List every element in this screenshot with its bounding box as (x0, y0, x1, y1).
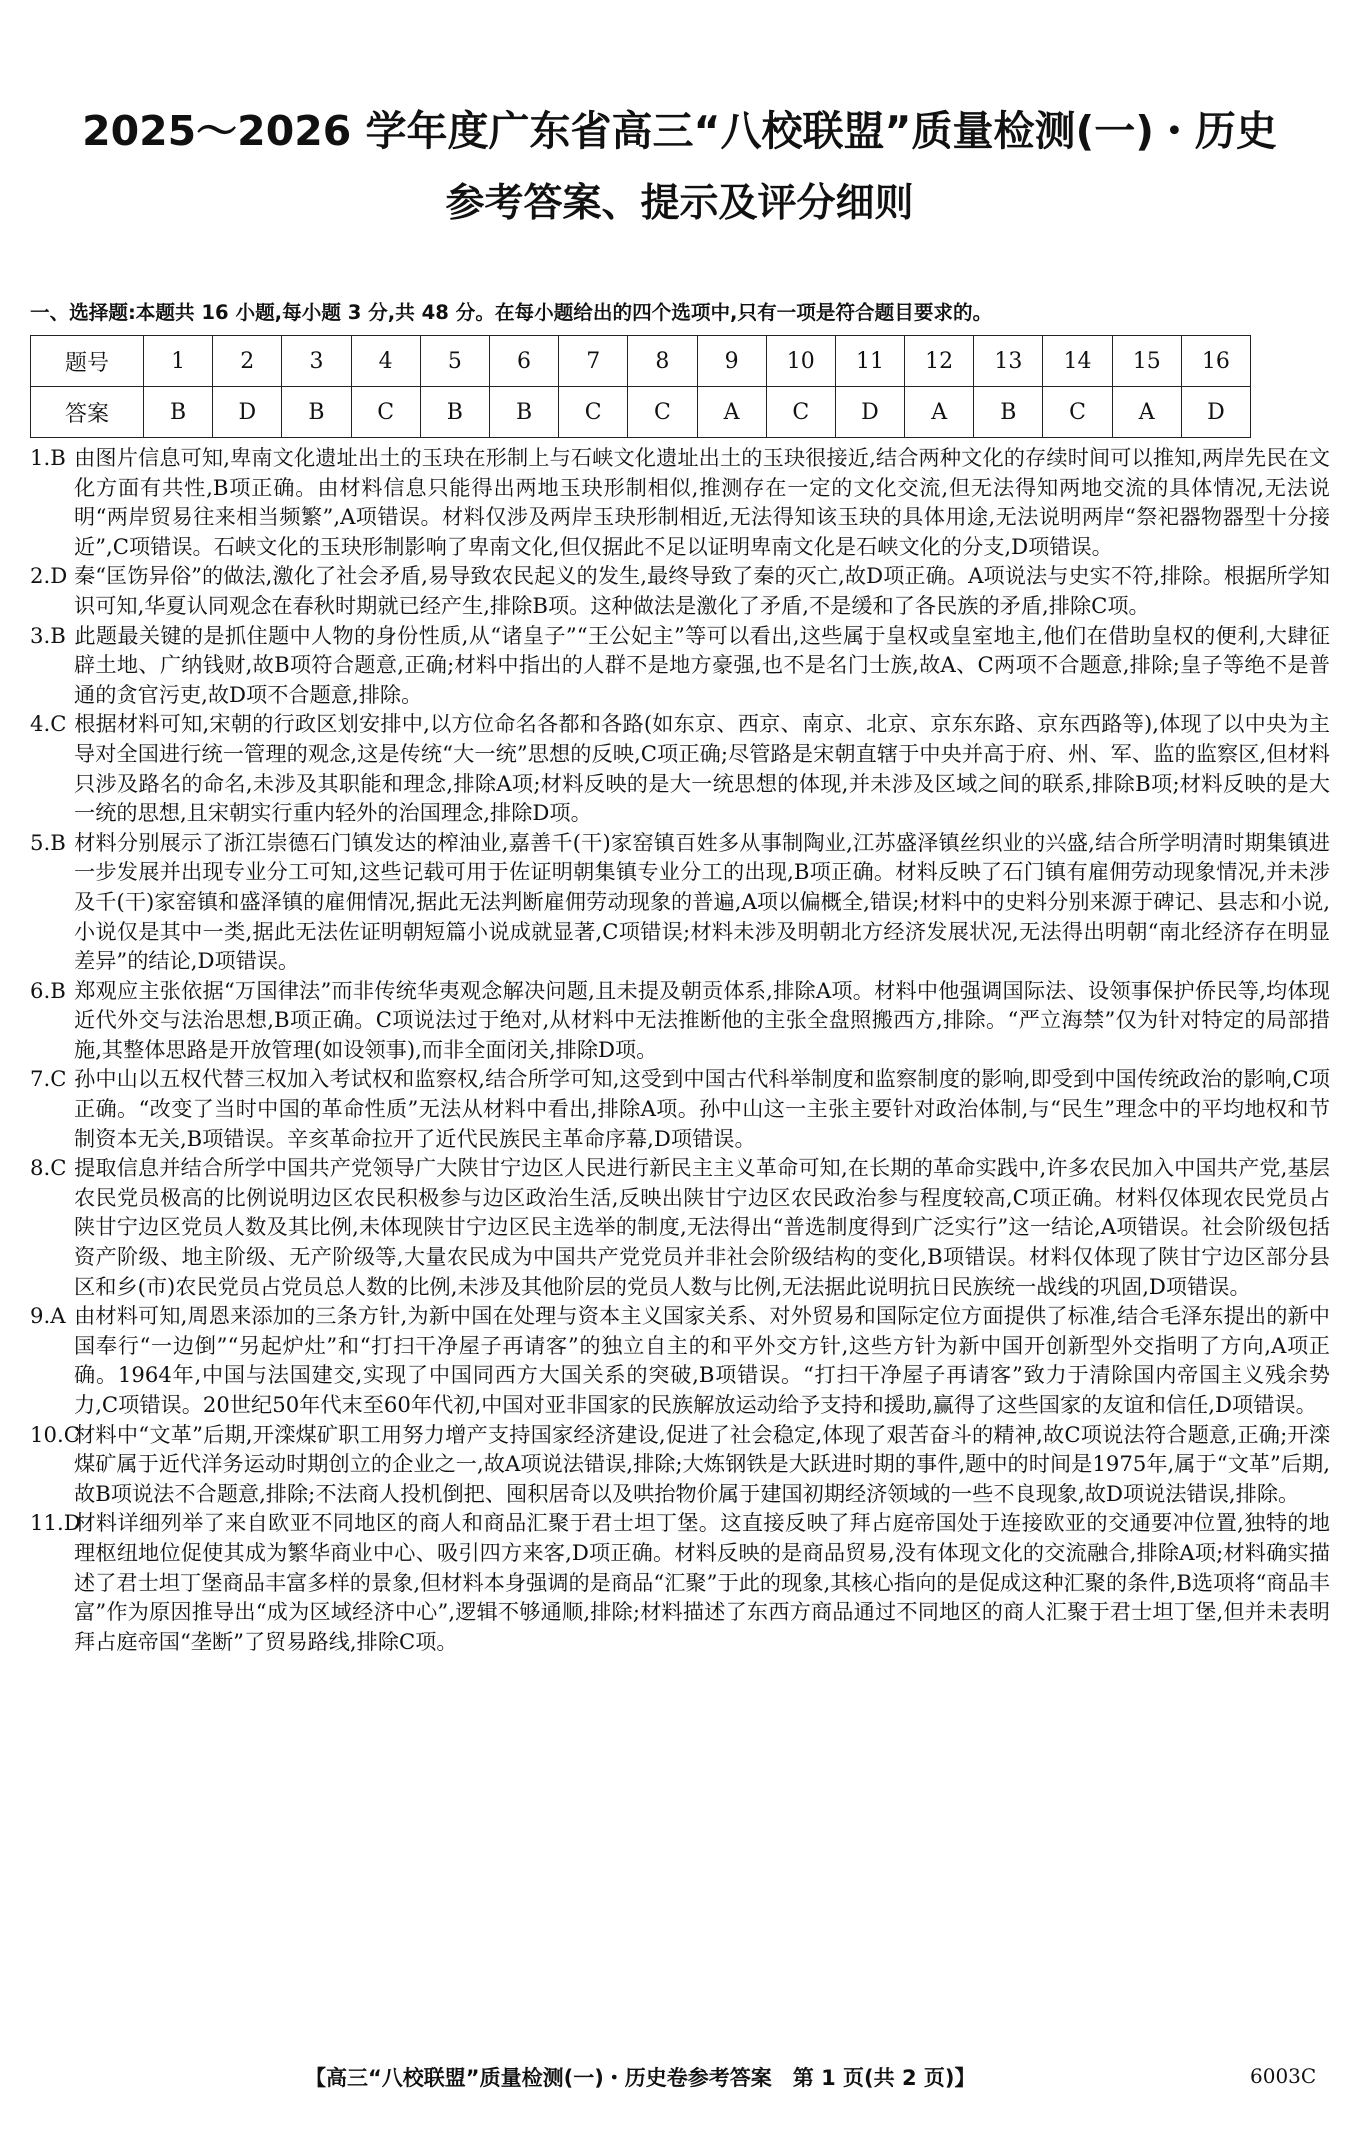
table-cell: 15 (1112, 336, 1181, 387)
explanation-number: 1.B (30, 445, 66, 470)
table-cell: A (1112, 387, 1181, 438)
document-code: 6003C (1250, 2064, 1317, 2088)
table-cell: B (420, 387, 489, 438)
table-cell: 16 (1181, 336, 1250, 387)
table-cell: 2 (213, 336, 282, 387)
explanation-number: 10.C (30, 1421, 80, 1447)
table-cell: 7 (559, 336, 628, 387)
table-cell: B (144, 387, 213, 438)
explanation-number: 6.B (30, 977, 66, 1003)
explanation-number: 9.A (30, 1303, 66, 1329)
table-cell: 13 (974, 336, 1043, 387)
table-cell: 12 (905, 336, 974, 387)
table-cell: B (974, 387, 1043, 438)
explanation-item (30, 1301, 1330, 1419)
table-cell: 9 (697, 336, 766, 387)
explanation-text: 材料分别展示了浙江崇德石门镇发达的榨油业,嘉善千(干)家窑镇百姓多从事制陶业,江苏盛泽镇丝织业的兴盛,结合所学明清时期集镇进一步发展并出现专业分工可知,这些记载可用于佐证明朝集镇专业分工的出现,B项正确。材料反映了石门镇有雇佣劳动现象情况,并未涉及千(干)家窑镇和盛泽镇的雇佣情况,据此无法判断雇佣劳动现象的普遍,A项以偏概全,错误;材料中的史料分别来源于碑记、县志和小说,小说仅是其中一类,据此无法佐证明朝短篇小说成就显著,C项错误;材料未涉及明朝北方经济发展状况,无法得出明朝“南北经济存在明显差异”的结论,D项错误。 (74, 829, 1330, 974)
table-cell: B (489, 387, 558, 438)
table-cell: 5 (420, 336, 489, 387)
explanation-item (30, 976, 1330, 1065)
explanation-item (30, 1153, 1330, 1301)
table-cell: C (1043, 387, 1112, 438)
table-cell: D (835, 387, 904, 438)
explanation-item (30, 443, 1330, 561)
explanation-number: 11.D (30, 1510, 81, 1536)
explanation-number: 5.B (30, 829, 66, 855)
answer-table (30, 335, 1251, 438)
table-cell: C (766, 387, 835, 438)
explanation-item (30, 1508, 1330, 1656)
table-cell: 14 (1043, 336, 1112, 387)
explanation-text: 提取信息并结合所学中国共产党领导广大陕甘宁边区人民进行新民主主义革命可知,在长期的革命实践中,许多农民加入中国共产党,基层农民党员极高的比例说明边区农民积极参与边区政治生活,反映出陕甘宁边区农民政治参与程度较高,C项正确。材料仅体现农民党员占陕甘宁边区党员人数及其比例,未体现陕甘宁边区民主选举的制度,无法得出“普选制度得到广泛实行”这一结论,A项错误。社会阶级包括资产阶级、地主阶级、无产阶级等,大量农民成为中国共产党党员并非社会阶级结构的变化,B项错误。材料仅体现了陕甘宁边区部分县区和乡(市)农民党员占党员总人数的比例,未涉及其他阶层的党员人数与比例,无法据此说明抗日民族统一战线的巩固,D项错误。 (74, 1155, 1330, 1299)
explanation-text: 材料中“文革”后期,开滦煤矿职工用努力增产支持国家经济建设,促进了社会稳定,体现了艰苦奋斗的精神,故C项说法符合题意,正确;开滦煤矿属于近代洋务运动时期创立的企业之一,故A项说法错误,排除;大炼钢铁是大跃进时期的事件,题中的时间是1975年,属于“文革”后期,故B项说法不合题意,排除;不法商人投机倒把、囤积居奇以及哄抬物价属于建国初期经济领域的一些不良现象,故D项说法错误,排除。 (74, 1421, 1330, 1506)
table-cell: C (628, 387, 697, 438)
table-cell: D (213, 387, 282, 438)
explanation-item (30, 1064, 1330, 1153)
explanation-text: 秦“匡饬异俗”的做法,激化了社会矛盾,易导致农民起义的发生,最终导致了秦的灭亡,故D项正确。A项说法与史实不符,排除。根据所学知识可知,华夏认同观念在春秋时期就已经产生,排除B项。这种做法是激化了矛盾,不是缓和了各民族的矛盾,排除C项。 (74, 563, 1330, 618)
explanation-number: 7.C (30, 1066, 67, 1092)
explanation-text: 根据材料可知,宋朝的行政区划安排中,以方位命名各都和各路(如东京、西京、南京、北京、京东东路、京东西路等),体现了以中央为主导对全国进行统一管理的观念,这是传统“大一统”思想的反映,C项正确;尽管路是宋朝直辖于中央并高于府、州、军、监的监察区,但材料只涉及路名的命名,未涉及其职能和理念,排除A项;材料反映的是大一统思想的体现,并未涉及区域之间的联系,排除B项;材料反映的是大一统的思想,且宋朝实行重内轻外的治国理念,排除D项。 (74, 711, 1330, 826)
table-cell: A (697, 387, 766, 438)
explanation-item (30, 709, 1330, 827)
table-cell: C (559, 387, 628, 438)
page-footer: 【高三“八校联盟”质量检测(一)・历史卷参考答案 第 1 页(共 2 页)】 (305, 2066, 976, 2090)
question-number-row (31, 336, 1251, 387)
table-cell: C (351, 387, 420, 438)
section-heading: 一、选择题:本题共 16 小题,每小题 3 分,共 48 分。在每小题给出的四个选项中,只有一项是符合题目要求的。 (30, 301, 993, 324)
row-label: 题号 (31, 336, 144, 387)
table-cell: 10 (766, 336, 835, 387)
table-cell: 1 (144, 336, 213, 387)
page-title: 2025～2026 学年度广东省高三“八校联盟”质量检测(一)・历史 (82, 107, 1277, 155)
table-cell: 4 (351, 336, 420, 387)
explanation-number: 4.C (30, 711, 67, 737)
explanation-text: 由图片信息可知,卑南文化遗址出土的玉玦在形制上与石峡文化遗址出土的玉玦很接近,结合两种文化的存续时间可以推知,两岸先民在文化方面有共性,B项正确。由材料信息只能得出两地玉玦形制相似,推测存在一定的文化交流,但无法得知两地交流的具体情况,无法说明“两岸贸易往来相当频繁”,A项错误。材料仅涉及两岸玉玦形制相近,无法得知该玉玦的具体用途,无法说明两岸“祭祀器物器型十分接近”,C项错误。石峡文化的玉玦形制影响了卑南文化,但仅据此不足以证明卑南文化是石峡文化的分支,D项错误。 (74, 445, 1330, 559)
explanation-number: 3.B (30, 622, 66, 648)
explanation-number: 2.D (30, 563, 68, 589)
table-cell: 6 (489, 336, 558, 387)
explanation-item (30, 621, 1330, 710)
table-cell: 3 (282, 336, 351, 387)
table-cell: 8 (628, 336, 697, 387)
table-cell: B (282, 387, 351, 438)
answer-row (31, 387, 1251, 438)
explanation-list (30, 443, 1330, 1656)
page-subtitle: 参考答案、提示及评分细则 (445, 181, 914, 226)
table-cell: 11 (835, 336, 904, 387)
explanation-text: 由材料可知,周恩来添加的三条方针,为新中国在处理与资本主义国家关系、对外贸易和国际定位方面提供了标准,结合毛泽东提出的新中国奉行“一边倒”“另起炉灶”和“打扫干净屋子再请客”的独立自主的和平外交方针,这些方针为新中国开创新型外交指明了方向,A项正确。1964年,中国与法国建交,实现了中国同西方大国关系的突破,B项错误。“打扫干净屋子再请客”致力于清除国内帝国主义残余势力,C项错误。20世纪50年代末至60年代初,中国对亚非国家的民族解放运动给予支持和援助,赢得了这些国家的友谊和信任,D项错误。 (74, 1303, 1330, 1417)
explanation-item (30, 828, 1330, 976)
row-label: 答案 (31, 387, 144, 438)
table-cell: D (1181, 387, 1250, 438)
table-cell: A (905, 387, 974, 438)
explanation-item (30, 561, 1330, 620)
explanation-text: 材料详细列举了来自欧亚不同地区的商人和商品汇聚于君士坦丁堡。这直接反映了拜占庭帝国处于连接欧亚的交通要冲位置,独特的地理枢纽地位促使其成为繁华商业中心、吸引四方来客,D项正确。材料反映的是商品贸易,没有体现文化的交流融合,排除A项;材料确实描述了君士坦丁堡商品丰富多样的景象,但材料本身强调的是商品“汇聚”于此的现象,其核心指向的是促成这种汇聚的条件,B选项将“商品丰富”作为原因推导出“成为区域经济中心”,逻辑不够通顺,排除;材料描述了东西方商品通过不同地区的商人汇聚于君士坦丁堡,但并未表明拜占庭帝国“垄断”了贸易路线,排除C项。 (74, 1510, 1330, 1654)
explanation-item (30, 1420, 1330, 1509)
explanation-text: 此题最关键的是抓住题中人物的身份性质,从“诸皇子”“王公妃主”等可以看出,这些属于皇权或皇室地主,他们在借助皇权的便利,大肆征辟土地、广纳钱财,故B项符合题意,正确;材料中指出的人群不是地方豪强,也不是名门士族,故A、C两项不合题意,排除;皇子等绝不是普通的贪官污吏,故D项不合题意,排除。 (74, 622, 1330, 707)
explanation-number: 8.C (30, 1155, 67, 1181)
explanation-text: 郑观应主张依据“万国律法”而非传统华夷观念解决问题,且未提及朝贡体系,排除A项。材料中他强调国际法、设领事保护侨民等,均体现近代外交与法治思想,B项正确。C项说法过于绝对,从材料中无法推断他的主张全盘照搬西方,排除。“严立海禁”仅为针对特定的局部措施,其整体思路是开放管理(如设领事),而非全面闭关,排除D项。 (74, 977, 1330, 1062)
explanation-text: 孙中山以五权代替三权加入考试权和监察权,结合所学可知,这受到中国古代科举制度和监察制度的影响,即受到中国传统政治的影响,C项正确。“改变了当时中国的革命性质”无法从材料中看出,排除A项。孙中山这一主张主要针对政治体制,与“民生”理念中的平均地权和节制资本无关,B项错误。辛亥革命拉开了近代民族民主革命序幕,D项错误。 (74, 1066, 1330, 1151)
